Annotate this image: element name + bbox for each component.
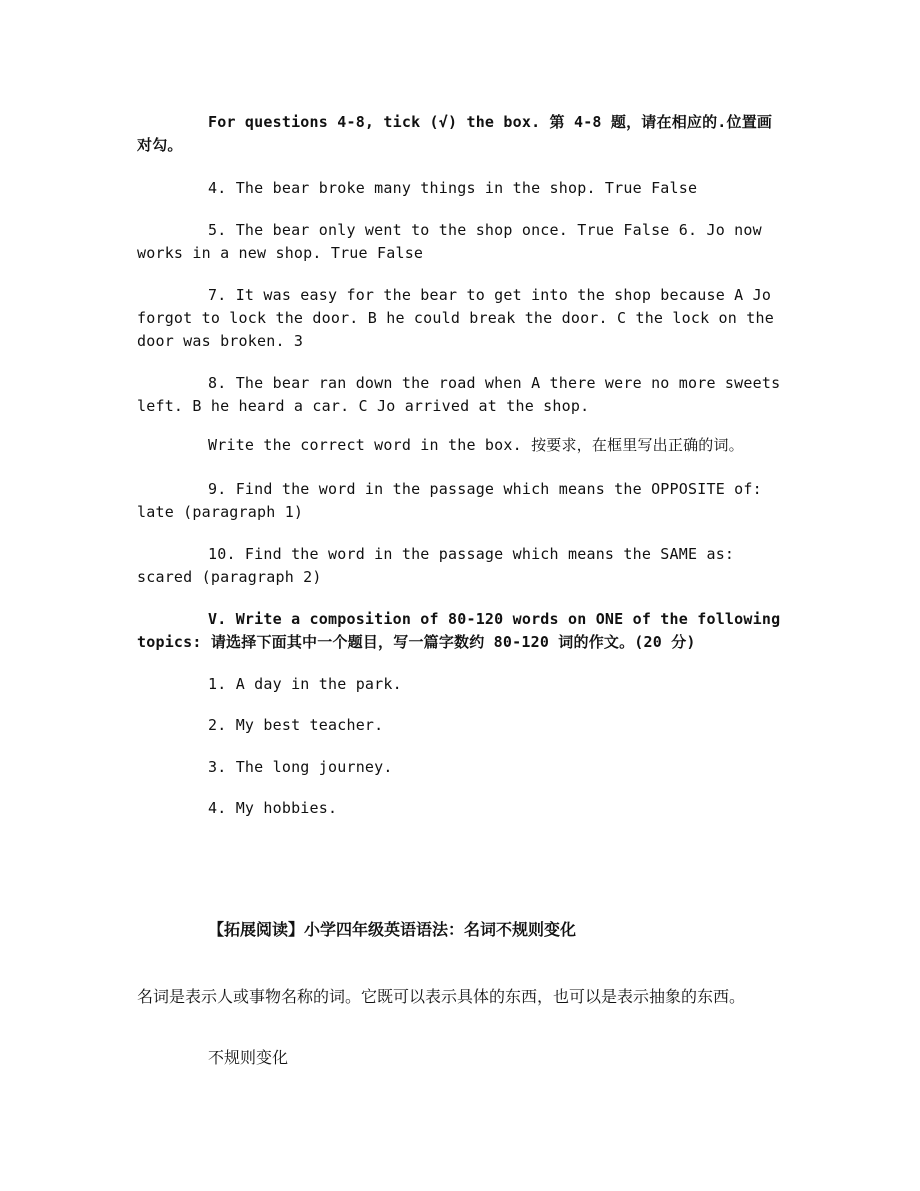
- topic-item: 3. The long journey.: [208, 758, 393, 776]
- question-7: 7. It was easy for the bear to get into the shop because A Jo forgot to lock the door. B he could break the door. C the lock on the door was broken. 3: [137, 286, 774, 350]
- irregular-change-label: 不规则变化: [208, 1048, 289, 1067]
- topic-item: 1. A day in the park.: [208, 675, 402, 693]
- composition-heading: V. Write a composition of 80-120 words on ONE of the following topics: 请选择下面其中一个题目，写一篇字数约 80-120 词的作文。(20 分): [137, 610, 781, 651]
- question-5-6: 5. The bear only went to the shop once. True False 6. Jo now works in a new shop. True False: [137, 221, 762, 262]
- extended-reading-title: 【拓展阅读】小学四年级英语语法：名词不规则变化: [208, 920, 577, 939]
- noun-definition: 名词是表示人或事物名称的词。它既可以表示具体的东西，也可以是表示抽象的东西。: [137, 987, 746, 1006]
- question-9: 9. Find the word in the passage which means the OPPOSITE of: late (paragraph 1): [137, 480, 762, 521]
- question-10: 10. Find the word in the passage which means the SAME as: scared (paragraph 2): [137, 545, 735, 586]
- question-4: 4. The bear broke many things in the shop. True False: [208, 179, 698, 197]
- question-8: 8. The bear ran down the road when A there were no more sweets left. B he heard a car. C Jo arrived at the shop.: [137, 374, 781, 415]
- tick-instructions: For questions 4-8, tick (√) the box. 第 4-8 题，请在相应的.位置画对勾。: [137, 113, 773, 154]
- topic-item: 2. My best teacher.: [208, 716, 384, 734]
- write-instructions: Write the correct word in the box. 按要求，在框里写出正确的词。: [208, 436, 744, 454]
- topic-item: 4. My hobbies.: [208, 799, 338, 817]
